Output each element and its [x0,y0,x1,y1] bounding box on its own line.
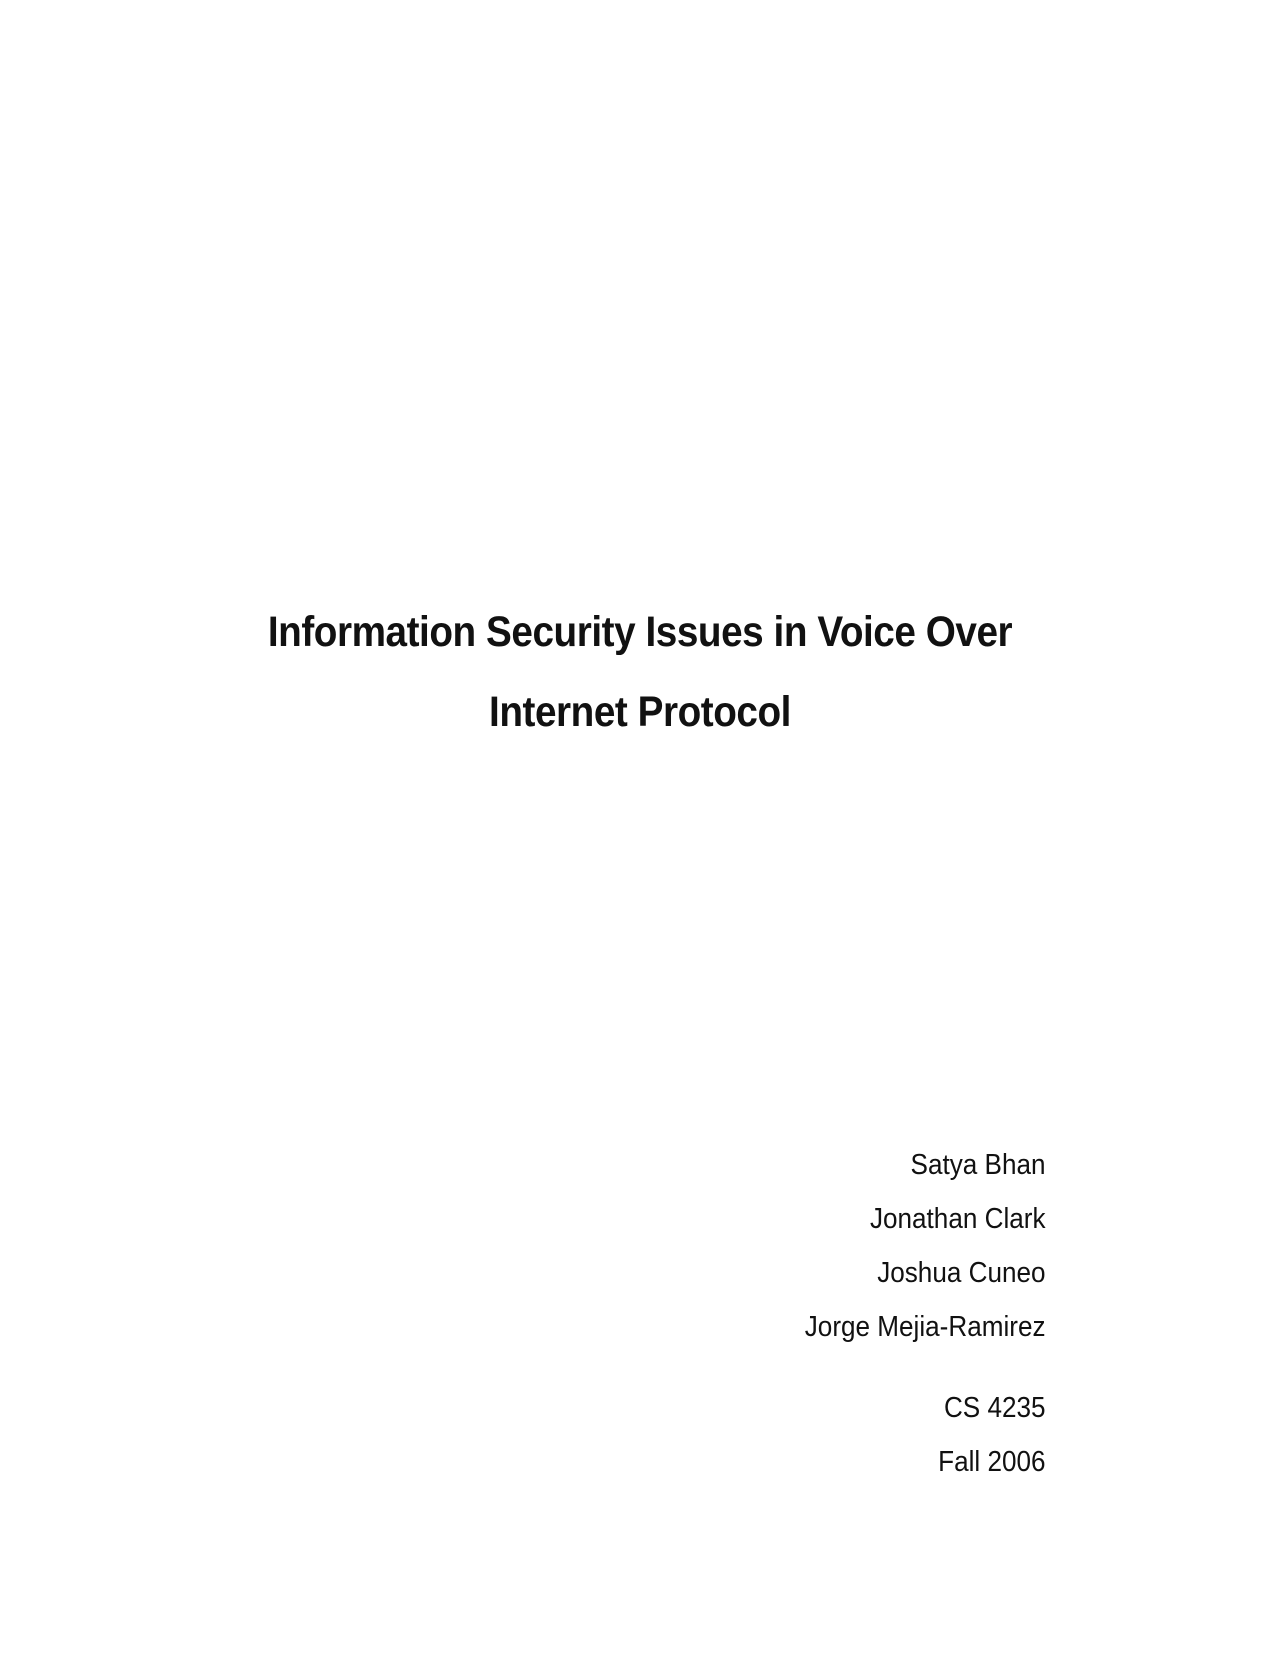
course-info [778,1381,1046,1489]
title-line-1: Information Security Issues in Voice Over [267,608,1013,656]
author-block [778,1138,1046,1489]
author-name: Jorge Mejia-Ramirez [805,1311,1046,1343]
page-title [0,592,1280,752]
author-name: Satya Bhan [911,1149,1046,1181]
author-name: Jonathan Clark [870,1203,1046,1235]
course-term: Fall 2006 [938,1446,1046,1478]
title-line-2: Internet Protocol [489,688,791,736]
author-name: Joshua Cuneo [877,1257,1046,1289]
course-number: CS 4235 [944,1392,1046,1424]
